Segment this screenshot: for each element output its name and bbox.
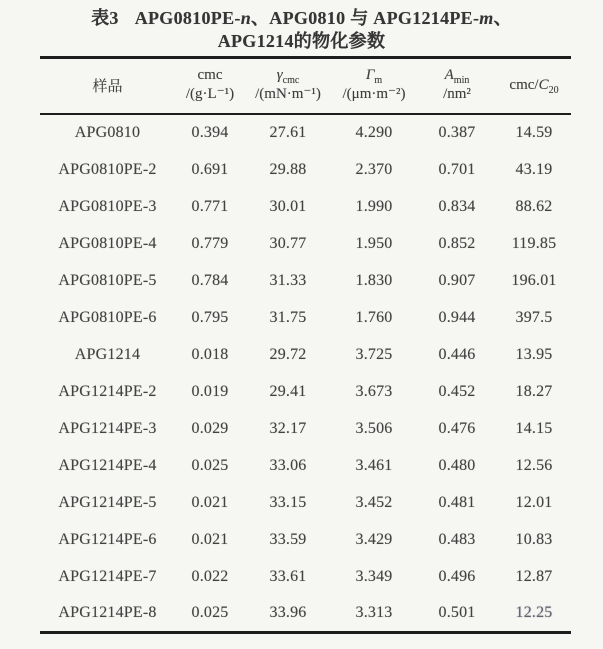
value-cell: 0.476 (438, 419, 476, 437)
value-cell: 30.01 (269, 197, 307, 215)
value-cell: 119.85 (511, 234, 557, 252)
value-cell: 0.446 (438, 345, 476, 363)
value-cell: 0.944 (438, 308, 476, 326)
value-cell: 29.72 (269, 345, 307, 363)
table-row (40, 447, 571, 484)
sample-cell: APG0810PE-3 (58, 197, 157, 215)
table-row (40, 225, 571, 262)
table-caption (0, 0, 603, 53)
value-cell: 1.990 (355, 197, 393, 215)
value-cell: 3.673 (355, 382, 393, 400)
value-cell: 1.760 (355, 308, 393, 326)
col-header-cmc (175, 58, 245, 115)
value-cell: 33.06 (269, 456, 307, 474)
sample-cell: APG1214PE-7 (58, 567, 157, 585)
value-cell: 31.75 (269, 308, 307, 326)
table-row (40, 114, 571, 151)
value-cell: 0.483 (438, 530, 476, 548)
value-cell: 2.370 (355, 160, 393, 178)
value-cell: 30.77 (269, 234, 307, 252)
value-cell: 12.01 (515, 493, 553, 511)
value-cell: 12.25 (515, 603, 553, 621)
value-cell: 3.349 (355, 567, 393, 585)
header-symbol: $\Gamma_m$ (365, 67, 383, 86)
table-row (40, 558, 571, 595)
value-cell: 10.83 (515, 530, 553, 548)
value-cell: 0.496 (438, 567, 476, 585)
header-unit: /(mN·m⁻¹) (255, 86, 321, 102)
sample-cell: APG0810PE-2 (58, 160, 157, 178)
caption-text: 、APG0810 与 APG1214PE- (251, 8, 480, 28)
value-cell: 0.394 (191, 124, 229, 141)
value-cell: 1.950 (355, 234, 393, 252)
value-cell: 0.691 (191, 160, 229, 178)
caption-line-2: APG1214的物化参数 (217, 31, 386, 51)
table-row (40, 188, 571, 225)
sample-cell: APG1214PE-4 (58, 456, 157, 474)
value-cell: 0.021 (191, 493, 229, 511)
value-cell: 0.021 (191, 530, 229, 548)
header-symbol: cmc/ (509, 76, 539, 93)
sample-cell: APG0810PE-5 (58, 271, 157, 289)
value-cell: 12.56 (515, 456, 553, 474)
sample-cell: APG1214PE-5 (58, 493, 157, 511)
header-row (40, 58, 571, 115)
header-unit: /nm² (443, 86, 471, 102)
table-body (40, 114, 571, 632)
value-cell: 29.88 (269, 160, 307, 178)
caption-text: APG0810PE- (134, 8, 241, 28)
value-cell: 0.701 (438, 160, 476, 178)
sample-cell: APG1214PE-8 (58, 603, 157, 621)
value-cell: 0.771 (191, 197, 229, 215)
sample-cell: APG0810PE-4 (58, 234, 157, 252)
value-cell: 0.779 (191, 234, 229, 252)
header-unit: /(g·L⁻¹) (185, 86, 235, 102)
value-cell: 31.33 (269, 271, 307, 289)
value-cell: 0.387 (438, 124, 476, 141)
value-cell: 3.506 (355, 419, 393, 437)
value-cell: 0.907 (438, 271, 476, 289)
value-cell: 14.15 (515, 419, 553, 437)
header-label: 样品 (92, 78, 123, 95)
value-cell: 0.784 (191, 271, 229, 289)
value-cell: 397.5 (515, 308, 553, 326)
sample-cell: APG0810PE-6 (58, 308, 157, 326)
table-row (40, 262, 571, 299)
sample-cell: APG1214PE-6 (58, 530, 157, 548)
table-row (40, 484, 571, 521)
header-symbol: cmc (197, 67, 223, 83)
value-cell: 3.725 (355, 345, 393, 363)
value-cell: 0.501 (438, 603, 476, 621)
header-symbol: $A_{min}$ (444, 67, 470, 86)
value-cell: 32.17 (269, 419, 307, 437)
table-header (40, 58, 571, 115)
table-row (40, 595, 571, 632)
header-symbol: $\gamma_{cmc}$ (276, 67, 300, 86)
value-cell: 0.029 (191, 419, 229, 437)
col-header-a-min (417, 58, 497, 115)
table-row (40, 336, 571, 373)
col-header-sample (40, 58, 175, 115)
value-cell: 0.795 (191, 308, 229, 326)
value-cell: 12.87 (515, 567, 553, 585)
col-header-cmc-c20: cmc/$C_{20}$ (509, 76, 559, 96)
caption-line-1 (0, 7, 603, 30)
value-cell: 196.01 (511, 271, 557, 289)
value-cell: 18.27 (515, 382, 553, 400)
value-cell: 33.15 (269, 493, 307, 511)
value-cell: 0.481 (438, 493, 476, 511)
value-cell: 0.018 (191, 345, 229, 363)
value-cell: 14.59 (515, 124, 553, 141)
value-cell: 27.61 (269, 124, 307, 141)
value-cell: 0.834 (438, 197, 476, 215)
caption-text: 、 (493, 8, 512, 28)
col-header-gamma-cmc (245, 58, 331, 115)
value-cell: 0.452 (438, 382, 476, 400)
value-cell: 0.022 (191, 567, 229, 585)
value-cell: 3.429 (355, 530, 393, 548)
value-cell: 0.852 (438, 234, 476, 252)
table-row (40, 373, 571, 410)
value-cell: 33.96 (269, 603, 307, 621)
value-cell: 4.290 (355, 124, 393, 141)
value-cell: 33.59 (269, 530, 307, 548)
value-cell: 0.025 (191, 603, 229, 621)
table-row (40, 299, 571, 336)
value-cell: 0.019 (191, 382, 229, 400)
value-cell: 1.830 (355, 271, 393, 289)
value-cell: 13.95 (515, 345, 553, 363)
sample-cell: APG1214 (74, 345, 141, 363)
value-cell: 3.313 (355, 603, 393, 621)
col-header-gamma-m (331, 58, 417, 115)
sample-cell: APG0810 (74, 124, 141, 141)
value-cell: 0.480 (438, 456, 476, 474)
sample-cell: APG1214PE-3 (58, 419, 157, 437)
value-cell: 33.61 (269, 567, 307, 585)
value-cell: 0.025 (191, 456, 229, 474)
caption-italic-n: n (240, 8, 251, 28)
table-number: 表3 (91, 8, 119, 28)
table-row (40, 521, 571, 558)
table-row (40, 151, 571, 188)
caption-italic-m: m (479, 8, 494, 28)
value-cell: 43.19 (515, 160, 553, 178)
value-cell: 88.62 (515, 197, 553, 215)
value-cell: 3.461 (355, 456, 393, 474)
header-unit: /(μm·m⁻²) (342, 86, 406, 102)
value-cell: 29.41 (269, 382, 307, 400)
parameters-table (40, 56, 571, 634)
value-cell: 3.452 (355, 493, 393, 511)
sample-cell: APG1214PE-2 (58, 382, 157, 400)
table-row (40, 410, 571, 447)
